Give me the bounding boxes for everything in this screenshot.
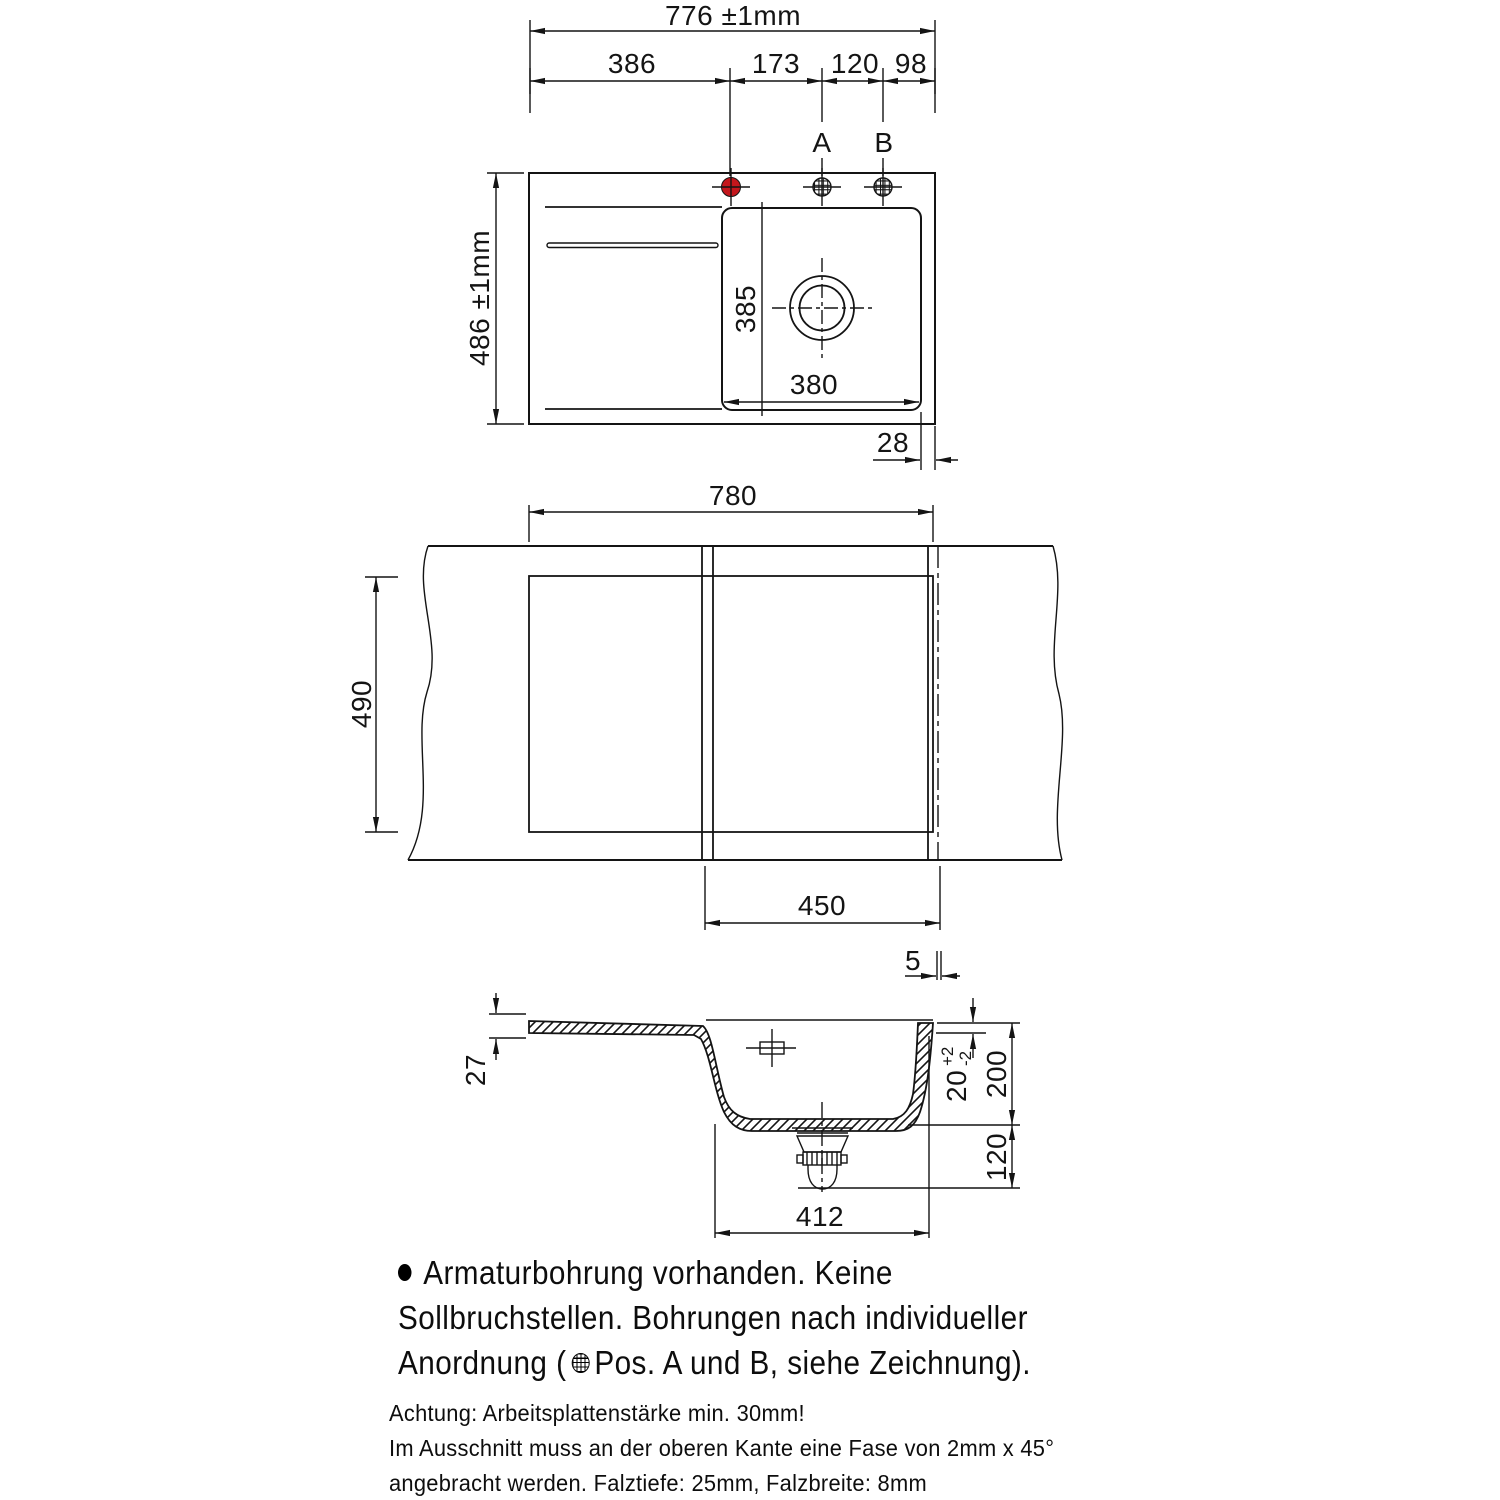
dim-basin-width: 380 <box>789 369 839 400</box>
warning-line-2: Im Ausschnitt muss an der oberen Kante eine Fase von 2mm x 45° <box>389 1435 1055 1461</box>
note-block <box>398 1250 1031 1385</box>
note-text-2: Sollbruchstellen. Bohrungen nach individueller <box>398 1299 1028 1336</box>
dim-edge-offset: 28 <box>876 427 910 458</box>
warning-line-1: Achtung: Arbeitsplattenstärke min. 30mm! <box>389 1400 805 1426</box>
note-line-2 <box>398 1295 1031 1340</box>
warning-line-3: angebracht werden. Falztiefe: 25mm, Falzbreite: 8mm <box>389 1470 927 1496</box>
filled-circle-icon <box>398 1264 412 1281</box>
sink-shell-section <box>529 1021 933 1131</box>
drain-assembly <box>792 1102 853 1192</box>
cutout-view <box>346 480 1063 980</box>
dim-tol-minus: -2 <box>956 1050 975 1066</box>
dim-seg-120: 120 <box>830 48 880 79</box>
warning-block <box>389 1396 1054 1500</box>
dim-bowl-depth: 200 <box>981 1049 1012 1099</box>
ticks-gap <box>937 951 941 980</box>
dim-cutout-height: 490 <box>346 679 377 729</box>
drainboard-groove <box>547 243 718 248</box>
hole-leader-lines <box>730 94 883 176</box>
faucet-hole-crosshair <box>746 1029 796 1067</box>
dim-tol-plus: +2 <box>938 1046 957 1066</box>
dim-basin-height: 385 <box>730 284 761 334</box>
dim-total-height: 486 ±1mm <box>464 229 495 367</box>
hole-b-label: B <box>874 127 894 158</box>
note-text-3-pre: Anordnung ( <box>398 1344 567 1381</box>
dim-drain-depth: 120 <box>981 1132 1012 1182</box>
dim-rim-thickness: 20 <box>941 1069 972 1102</box>
section-view <box>460 993 1020 1238</box>
dim-seg-386: 386 <box>607 48 657 79</box>
dim-seg-173: 173 <box>751 48 801 79</box>
ticks-rim-height <box>489 1014 526 1038</box>
drain-tab-right <box>841 1155 847 1163</box>
worktop-break-left <box>408 546 432 860</box>
note-text-3-post: Pos. A und B, siehe Zeichnung). <box>594 1344 1031 1381</box>
dim-cutout-width: 780 <box>708 480 758 511</box>
ext-lines-edge <box>921 412 935 470</box>
note-text-1: Armaturbohrung vorhanden. Keine <box>423 1254 893 1291</box>
cutout-outline <box>529 576 933 832</box>
dim-inner-width: 450 <box>797 890 847 921</box>
joint-lines-middle <box>702 546 713 860</box>
dim-seg-98: 98 <box>894 48 928 79</box>
dim-rim-thickness-group <box>938 1047 975 1102</box>
top-view <box>464 0 958 470</box>
hatched-circle-icon <box>572 1353 590 1373</box>
note-line-3 <box>398 1340 1031 1385</box>
dim-gap: 5 <box>904 945 922 976</box>
drain-tab-left <box>797 1155 803 1163</box>
drain-crosshair <box>772 258 872 358</box>
hole-a-label: A <box>812 127 832 158</box>
note-line-1 <box>398 1250 1031 1295</box>
dim-rim-height: 27 <box>460 1053 491 1087</box>
dim-bottom-width: 412 <box>795 1201 845 1232</box>
worktop-break-right <box>1053 546 1063 860</box>
dim-total-width: 776 ±1mm <box>664 0 802 31</box>
